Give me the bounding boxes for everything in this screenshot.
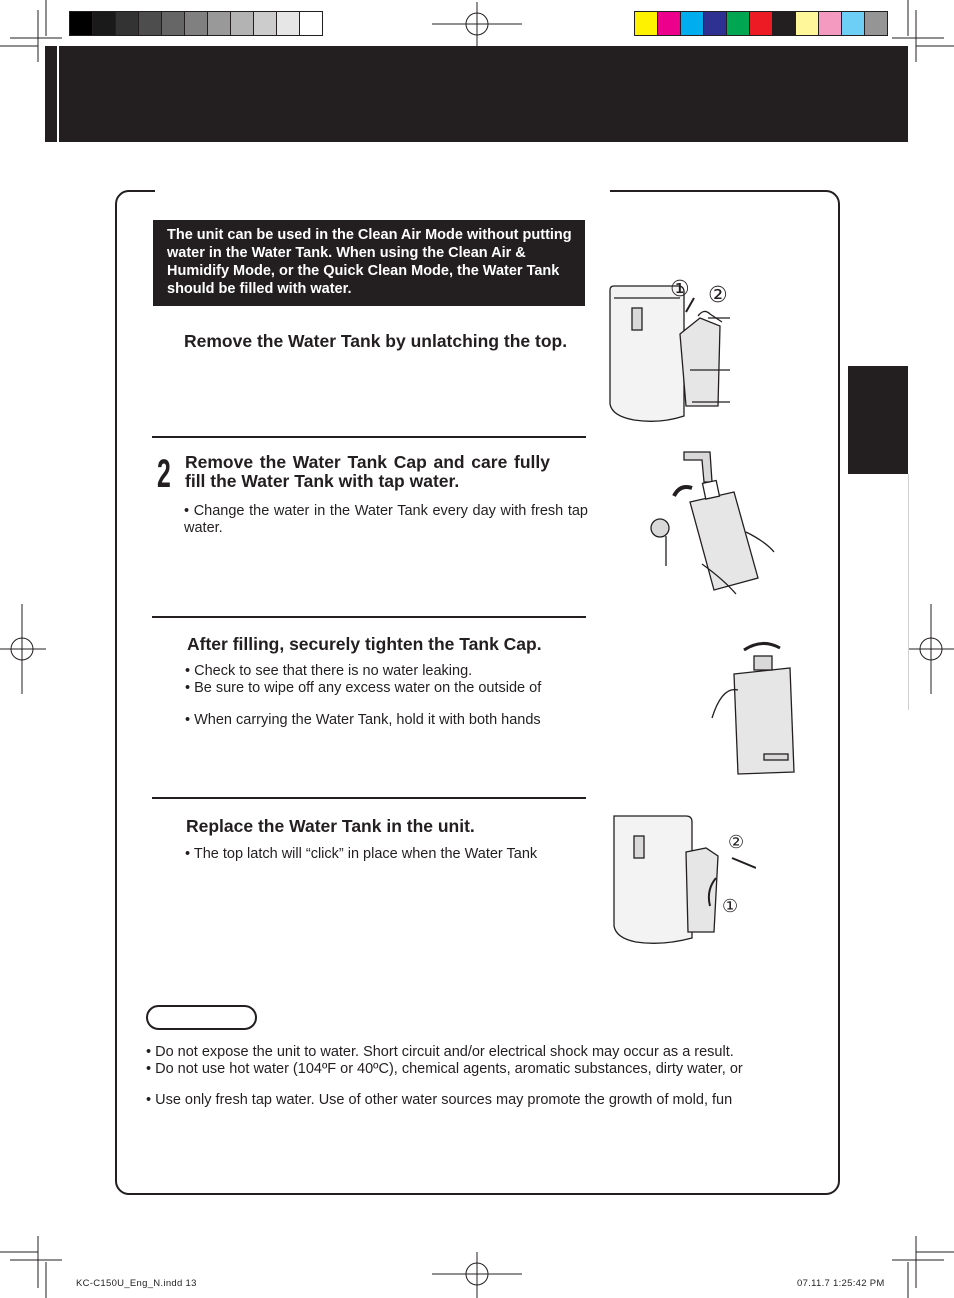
step-divider: [152, 616, 586, 618]
timestamp-slug: 07.11.7 1:25:42 PM: [797, 1278, 885, 1289]
step-3-bullet: • Be sure to wipe off any excess water on the outside of: [185, 680, 542, 696]
step-3-bullet: • Check to see that there is no water leaking.: [185, 663, 473, 679]
caution-item: • Do not use hot water (104ºF or 40ºC), chemical agents, aromatic substances, dirty water, or: [146, 1061, 743, 1077]
step-4-bullet: • The top latch will “click” in place when the Water Tank: [185, 846, 538, 862]
caution-label: [146, 1005, 257, 1030]
replace-tank-illustration: [606, 808, 756, 948]
step-4-title: Replace the Water Tank in the unit.: [186, 816, 475, 836]
step-3-bullet: • When carrying the Water Tank, hold it with both hands: [185, 712, 541, 728]
tighten-cap-illustration: [710, 628, 806, 778]
caution-item: • Use only fresh tap water. Use of other water sources may promote the growth of mold, fun: [146, 1092, 733, 1108]
step-2-number: 2: [157, 452, 171, 496]
fill-tank-illustration: [640, 448, 780, 600]
step-divider: [152, 797, 586, 799]
file-slug: KC-C150U_Eng_N.indd 13: [76, 1278, 197, 1289]
step-1-title: Remove the Water Tank by unlatching the top.: [184, 331, 568, 351]
callout-2: ②: [728, 832, 745, 853]
remove-tank-illustration: [600, 278, 735, 426]
edge-guide-line: [908, 474, 909, 710]
step-divider: [152, 436, 586, 438]
callout-1: ①: [722, 896, 739, 917]
step-2-title: Remove the Water Tank Cap and care fully fill the Water Tank with tap water.: [185, 452, 550, 491]
water-note-box: The unit can be used in the Clean Air Mode without putting water in the Water Tank. When using the Clean Air & Humidify Mode, or the Quick Clean Mode, the Water Tank should be filled with water.: [153, 220, 585, 306]
step-2-bullet: • Change the water in the Water Tank every day with fresh tap water.: [184, 503, 588, 536]
section-tab: [848, 366, 908, 474]
caution-item: • Do not expose the unit to water. Short circuit and/or electrical shock may occur as a result.: [146, 1044, 734, 1060]
callout-2: ②: [708, 283, 728, 308]
callout-1: ①: [670, 278, 690, 302]
step-3-title: After filling, securely tighten the Tank Cap.: [187, 634, 542, 654]
header-band: [45, 46, 908, 142]
